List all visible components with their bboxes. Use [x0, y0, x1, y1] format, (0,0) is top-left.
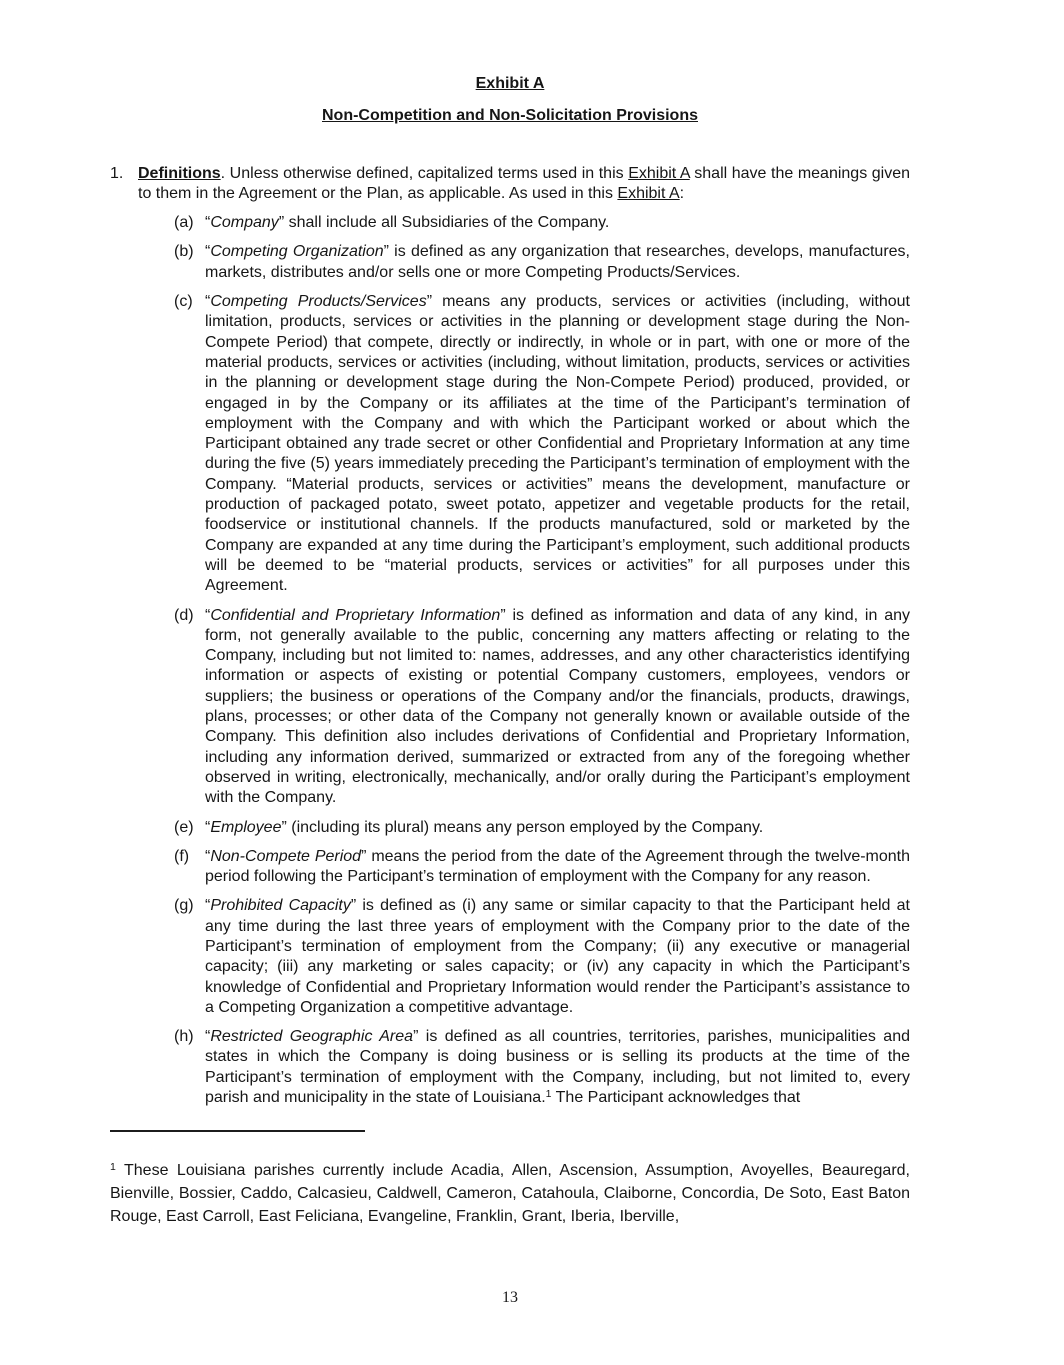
definitions-heading: Definitions: [138, 164, 221, 182]
intro-text-segment: . Unless otherwise defined, capitalized terms used in this: [220, 164, 629, 182]
definition-item-g: [174, 896, 911, 1018]
open-quote: “: [205, 293, 211, 311]
definition-body: is defined as any organization that researches, develops, manufactures, markets, distributes and/or sells one or more Competing Products/Services.: [205, 243, 910, 281]
definition-body: (including its plural) means any person employed by the Company.: [286, 818, 764, 836]
item-letter: (b): [174, 243, 194, 261]
definition-body: means the period from the date of the Agreement through the twelve-month period following the Participant’s termination of employment with the Company for any reason.: [205, 847, 911, 886]
intro-text-segment: :: [679, 184, 685, 202]
definition-item-d: [174, 606, 910, 809]
intro-text-segment: shall have the meanings given to them in the Agreement or the Plan, as applicable. As used in this: [138, 164, 911, 202]
defined-term: Restricted Geographic Area: [210, 1028, 414, 1046]
open-quote: “: [205, 606, 211, 624]
close-quote: ”: [383, 243, 389, 261]
footnote-paragraph: [110, 1159, 910, 1228]
defined-term: Competing Organization: [210, 243, 384, 261]
exhibit-a-reference: Exhibit A: [628, 164, 690, 182]
defined-term: Competing Products/Services: [210, 293, 427, 311]
open-quote: “: [205, 818, 211, 836]
close-quote: ”: [350, 897, 357, 915]
definition-body: is defined as information and data of any kind, in any form, not generally available to the public, concerning any matters affecting or relating to the Company, including but not limited to: names, addresses, and any other characteristics identifying information or aspects of existing or potential Company customers, employees, vendors or suppliers; the business or operations of the Company and/or the financials, products, drawings, plans, processes; or other data of the Company not generally known or available outside of the Company. This definition also includes derivations of Confidential and Proprietary Information, including any information derived, summarized or extracted from any of the foregoing whether observed in writing, electronically, mechanically, and/or orally during the Participant’s employment with the Company.: [205, 606, 910, 807]
exhibit-a-reference: Exhibit A: [617, 184, 680, 202]
definition-body-continued: The Participant acknowledges that: [551, 1089, 801, 1107]
defined-term: Non-Compete Period: [210, 847, 362, 865]
footnote-text: These Louisiana parishes currently include Acadia, Allen, Ascension, Assumption, Avoyelles, Beauregard, Bienville, Bossier, Caddo, Calcasieu, Caldwell, Cameron, Catahoula, Claiborne, Concordia, De Soto, East Baton Rouge, East Carroll, East Feliciana, Evangeline, Franklin, Grant, Iberia, Iberville,: [110, 1162, 910, 1226]
close-quote: ”: [413, 1028, 419, 1046]
definition-item-h: [174, 1027, 911, 1108]
item-letter: (f): [174, 847, 190, 865]
exhibit-subtitle: [110, 106, 910, 126]
open-quote: “: [205, 1028, 211, 1046]
exhibit-title-text: Exhibit A: [475, 75, 545, 92]
defined-term: Prohibited Capacity: [210, 897, 351, 915]
exhibit-subtitle-text: Non-Competition and Non-Solicitation Provisions: [322, 107, 698, 125]
definition-body: shall include all Subsidiaries of the Company.: [284, 214, 610, 232]
open-quote: “: [205, 243, 211, 261]
close-quote: ”: [361, 847, 367, 865]
definition-item-c: [174, 292, 910, 596]
footnote-separator-rule: [110, 1130, 365, 1132]
section-number: 1.: [110, 164, 124, 182]
item-letter: (c): [174, 293, 193, 311]
definition-item-e: [174, 818, 910, 838]
close-quote: ”: [281, 818, 287, 836]
definition-body: means any products, services or activities (including, without limitation, products, services or activities in the planning or development stage during the Non-Compete Period) that compete, directly or indirectly, in whole or in part, with one or more of the material products, services or activities (including, without limitation, products, services or activities in the planning or development stage during the Non-Compete Period) produced, provided, or engaged in by the Company or its affiliates at the time of the Participant’s termination of employment with the Company and with which the Participant worked or about which the Participant obtained any trade secret or other Confidential and Proprietary Information at any time during the five (5) years immediately preceding the Participant’s termination of employment with the Company. “Material products, services or activities” means the development, manufacture or production of packaged potato, sweet potato, appetizer and vegetable products for the retail, foodservice or institutional channels. If the products manufactured, sold or marketed by the Company are expanded at any time during the Participant’s employment, such additional products will be deemed to be “material products, services or activities” for all purposes under this Agreement.: [205, 293, 910, 595]
exhibit-title: [110, 74, 910, 94]
definition-item-f: [174, 847, 911, 888]
open-quote: “: [205, 897, 211, 915]
open-quote: “: [205, 214, 211, 232]
definitions-intro-paragraph: [110, 164, 911, 205]
item-letter: (e): [174, 818, 194, 836]
close-quote: ”: [500, 606, 506, 624]
defined-term: Company: [210, 214, 279, 232]
definition-body: is defined as all countries, territories, parishes, municipalities and states in which the Company is doing business or is selling its products at the time of the Participant’s termination of employment with the Company, including, but not limited to, every parish and municipality in the state of Louisiana.: [205, 1028, 911, 1107]
footnote-reference: 1: [545, 1088, 552, 1101]
item-letter: (h): [174, 1028, 194, 1046]
definition-item-b: [174, 242, 910, 283]
footnote-marker: 1: [110, 1161, 116, 1174]
close-quote: ”: [426, 293, 433, 311]
page-number: 13: [502, 1289, 518, 1306]
open-quote: “: [205, 847, 211, 865]
item-letter: (g): [174, 897, 194, 915]
item-letter: (d): [174, 606, 194, 624]
close-quote: ”: [278, 214, 285, 232]
defined-term: Confidential and Proprietary Information: [210, 606, 501, 624]
definition-body: is defined as (i) any same or similar capacity to that the Participant held at any time during the last three years of employment with the Company prior to the date of the Participant’s termination of employment from the Company; (ii) any executive or managerial capacity; (iii) any marketing or sales capacity; or (iv) any capacity in which the Participant’s knowledge of Confidential and Proprietary Information would render the Participant’s assistance to a Competing Organization a competitive advantage.: [205, 897, 911, 1016]
definition-item-a: [174, 213, 910, 233]
defined-term: Employee: [210, 818, 282, 836]
item-letter: (a): [174, 214, 194, 232]
